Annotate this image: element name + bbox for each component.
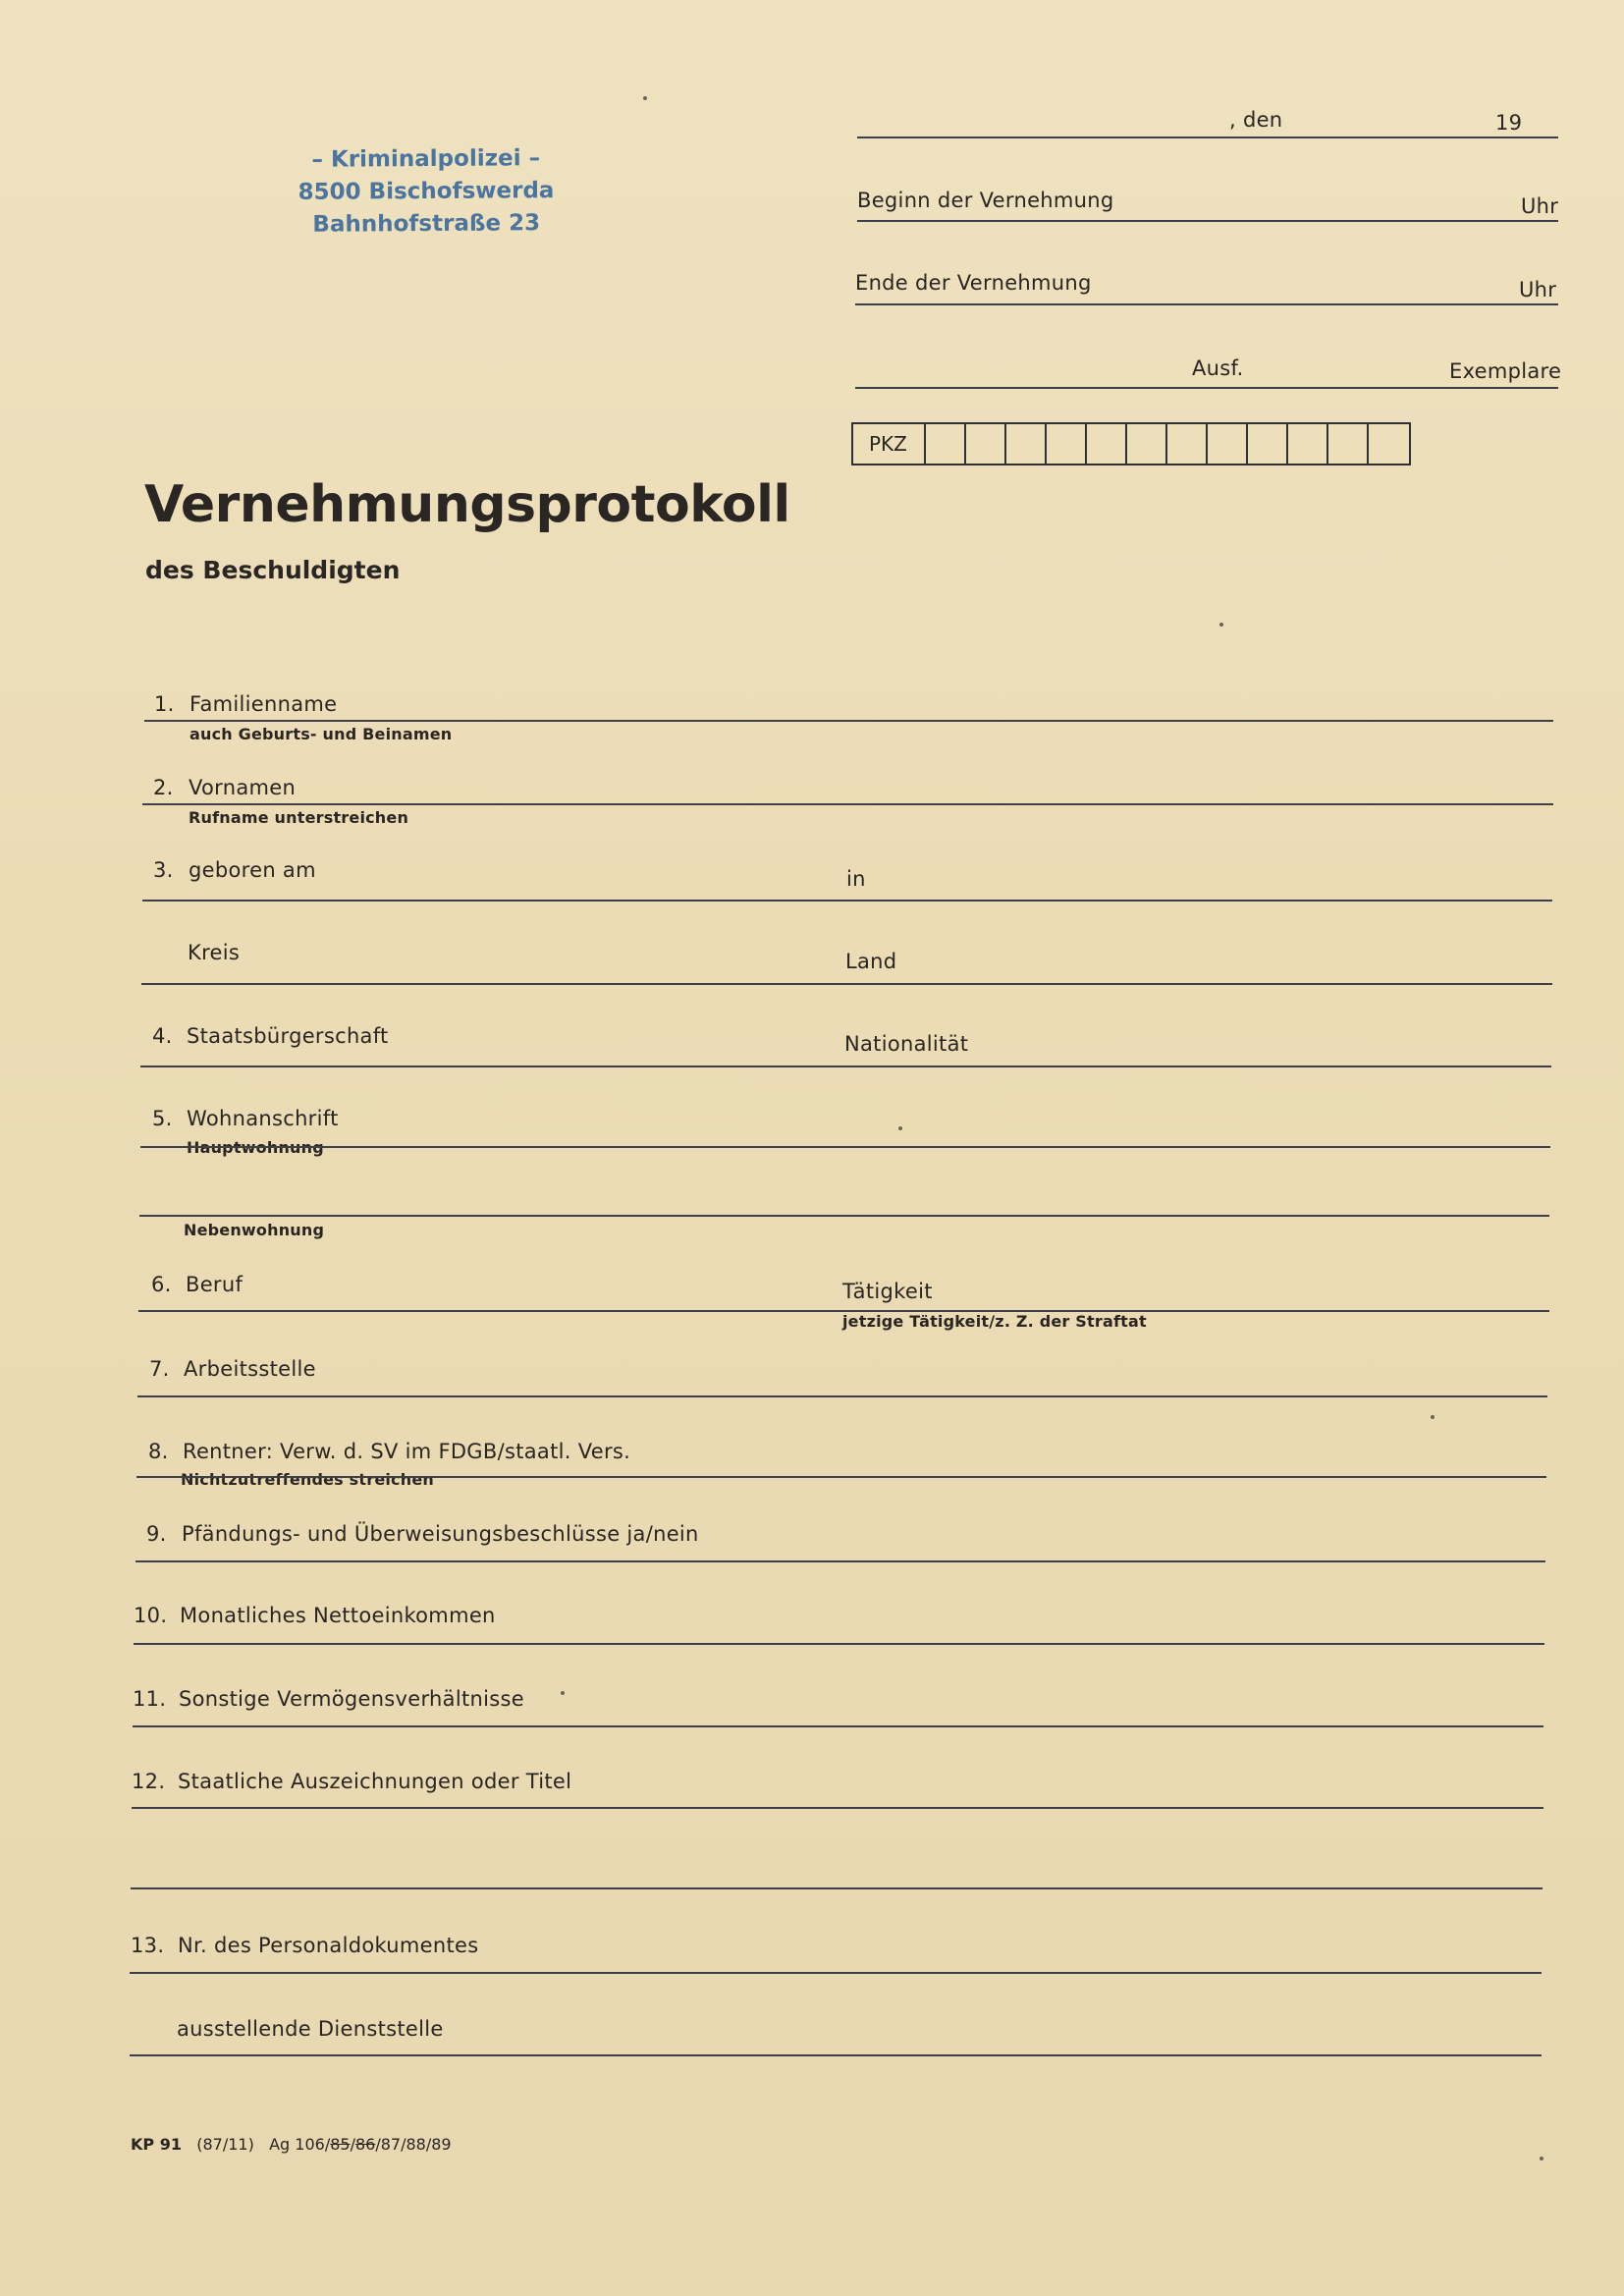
paper-speck — [1540, 2157, 1543, 2160]
field-13-label: Nr. des Personaldokumentes — [178, 1934, 479, 1957]
birthplace-label: in — [846, 867, 866, 891]
field-5-label: Wohnanschrift — [187, 1107, 339, 1130]
form-sep: / — [350, 2135, 355, 2154]
field-8-hint: Nichtzutreffendes streichen — [181, 1470, 434, 1489]
pkz-digit-box[interactable] — [1167, 424, 1208, 464]
field-1-hint: auch Geburts- und Beinamen — [189, 725, 453, 743]
field-11-number: 11. — [133, 1687, 167, 1711]
pkz-digit-box[interactable] — [1328, 424, 1369, 464]
paper-speck — [1431, 1415, 1435, 1419]
field-7-label: Arbeitsstelle — [184, 1357, 316, 1381]
ausf-label: Ausf. — [1192, 356, 1244, 380]
form-code-id: KP 91 — [131, 2135, 182, 2154]
field-4-line[interactable] — [140, 1066, 1551, 1067]
land-label: Land — [845, 950, 897, 973]
form-struck-2: 86 — [354, 2135, 376, 2154]
document-title: Vernehmungsprotokoll — [144, 475, 790, 534]
field-7-line[interactable] — [137, 1395, 1547, 1397]
field-12-line[interactable] — [132, 1807, 1543, 1809]
kreis-line[interactable] — [141, 983, 1552, 985]
field-5-line[interactable] — [140, 1146, 1550, 1148]
field-13-line[interactable] — [130, 1972, 1542, 1974]
field-1-line[interactable] — [144, 720, 1553, 722]
field-10-label: Monatliches Nettoeinkommen — [180, 1604, 496, 1627]
ausf-line[interactable] — [855, 387, 1558, 389]
pkz-digit-box[interactable] — [1288, 424, 1328, 464]
taetigkeit-hint: jetzige Tätigkeit/z. Z. der Straftat — [842, 1312, 1147, 1331]
paper-speck — [898, 1126, 902, 1130]
paper-speck — [561, 1691, 565, 1695]
taetigkeit-label: Tätigkeit — [842, 1280, 933, 1303]
field-11-line[interactable] — [133, 1725, 1543, 1727]
field-6-label: Beruf — [186, 1273, 244, 1296]
field-4-number: 4. — [152, 1024, 173, 1048]
stamp-line-3: Bahnhofstraße 23 — [312, 210, 541, 238]
pkz-digit-box[interactable] — [926, 424, 966, 464]
ende-uhr-label: Uhr — [1519, 278, 1557, 301]
field-8-label: Rentner: Verw. d. SV im FDGB/staatl. Vers. — [183, 1440, 631, 1463]
field-5-number: 5. — [152, 1107, 173, 1130]
exemplare-label: Exemplare — [1449, 359, 1562, 383]
paper-speck — [1219, 623, 1223, 627]
field-13-number: 13. — [131, 1934, 165, 1957]
field-8-line[interactable] — [136, 1476, 1546, 1478]
field-7-number: 7. — [149, 1357, 170, 1381]
field-12-extra-line[interactable] — [131, 1887, 1543, 1889]
stamp-line-2: 8500 Bischofswerda — [298, 178, 555, 205]
field-5-hint: Hauptwohnung — [187, 1138, 324, 1157]
police-stamp — [279, 142, 574, 242]
pkz-digit-box[interactable] — [1006, 424, 1047, 464]
form-struck-1: 85 — [330, 2135, 351, 2154]
document-subtitle: des Beschuldigten — [145, 556, 401, 584]
nebenwohnung-label: Nebenwohnung — [184, 1221, 325, 1239]
field-2-label: Vornamen — [189, 776, 297, 799]
field-12-label: Staatliche Auszeichnungen oder Titel — [178, 1770, 572, 1793]
paper-speck — [643, 96, 647, 100]
pkz-digit-box[interactable] — [1208, 424, 1248, 464]
year-label: 19 — [1495, 111, 1523, 135]
beginn-line[interactable] — [857, 220, 1558, 222]
nebenwohnung-line[interactable] — [139, 1215, 1549, 1217]
field-3-line[interactable] — [142, 900, 1552, 902]
den-label: , den — [1229, 108, 1283, 132]
form-edition: (87/11) — [196, 2135, 254, 2154]
field-3-label: geboren am — [189, 858, 316, 882]
pkz-digit-box[interactable] — [1127, 424, 1167, 464]
dienststelle-label: ausstellende Dienststelle — [177, 2017, 444, 2041]
beginn-uhr-label: Uhr — [1521, 194, 1559, 218]
stamp-line-1: – Kriminalpolizei – — [311, 145, 541, 173]
pkz-digit-box[interactable] — [966, 424, 1006, 464]
field-2-line[interactable] — [142, 803, 1553, 805]
field-9-label: Pfändungs- und Überweisungsbeschlüsse ja/nein — [182, 1522, 699, 1546]
field-2-hint: Rufname unterstreichen — [189, 808, 409, 827]
pkz-digit-box[interactable] — [1087, 424, 1127, 464]
field-10-number: 10. — [134, 1604, 168, 1627]
form-rest: /87/88/89 — [375, 2135, 452, 2154]
pkz-digit-box[interactable] — [1047, 424, 1087, 464]
nationalitaet-label: Nationalität — [844, 1032, 969, 1056]
form-code — [131, 2135, 452, 2154]
field-3-number: 3. — [153, 858, 174, 882]
ende-label: Ende der Vernehmung — [855, 271, 1092, 295]
pkz-label: PKZ — [853, 424, 926, 464]
field-1-number: 1. — [154, 692, 175, 716]
kreis-label: Kreis — [188, 941, 241, 964]
field-10-line[interactable] — [134, 1643, 1544, 1645]
field-4-label: Staatsbürgerschaft — [187, 1024, 389, 1048]
field-9-number: 9. — [146, 1522, 167, 1546]
pkz-field[interactable] — [851, 422, 1411, 465]
field-6-number: 6. — [151, 1273, 172, 1296]
field-2-number: 2. — [153, 776, 174, 799]
form-ag: Ag 106/ — [269, 2135, 331, 2154]
date-line[interactable] — [857, 137, 1558, 138]
dienststelle-line[interactable] — [130, 2054, 1542, 2056]
beginn-label: Beginn der Vernehmung — [857, 189, 1114, 212]
pkz-digit-box[interactable] — [1248, 424, 1288, 464]
pkz-digit-box[interactable] — [1369, 424, 1409, 464]
ende-line[interactable] — [855, 303, 1558, 305]
field-11-label: Sonstige Vermögensverhältnisse — [179, 1687, 524, 1711]
field-12-number: 12. — [132, 1770, 166, 1793]
field-9-line[interactable] — [135, 1560, 1545, 1562]
field-1-label: Familienname — [189, 692, 338, 716]
field-8-number: 8. — [148, 1440, 169, 1463]
